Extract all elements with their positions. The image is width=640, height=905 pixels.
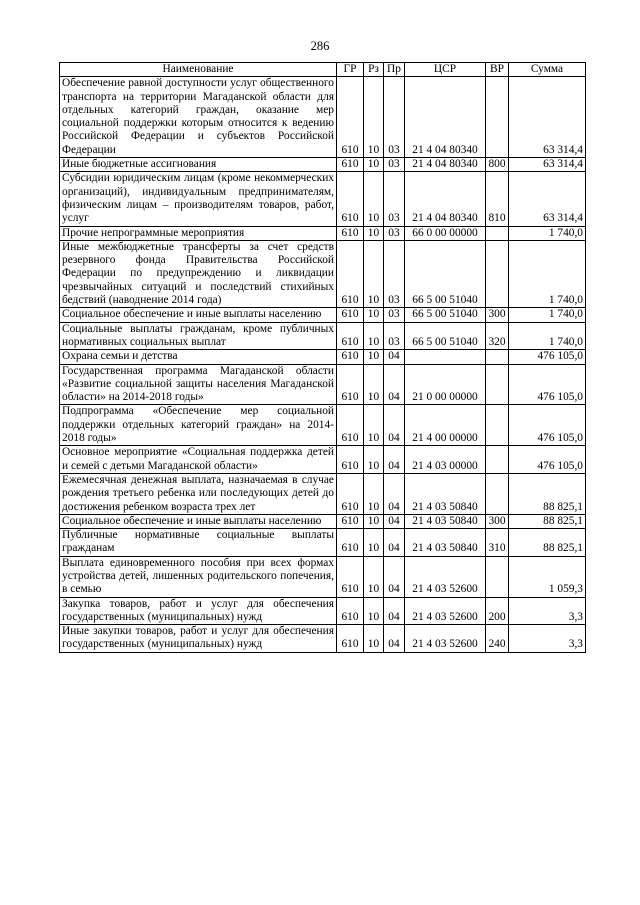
cell-rz: 10 — [364, 226, 384, 240]
cell-pr: 03 — [384, 172, 405, 226]
cell-pr: 04 — [384, 556, 405, 597]
cell-csr: 21 4 03 50840 — [405, 473, 486, 514]
cell-sum: 1 740,0 — [509, 226, 586, 240]
cell-gr: 610 — [337, 322, 364, 350]
cell-pr: 04 — [384, 364, 405, 405]
column-header-name: Наименование — [60, 63, 337, 77]
table-row — [60, 322, 586, 350]
cell-sum: 476 105,0 — [509, 405, 586, 446]
cell-rz: 10 — [364, 172, 384, 226]
cell-sum: 88 825,1 — [509, 514, 586, 528]
table-row — [60, 556, 586, 597]
cell-name: Выплата единовременного пособия при всех формах устройства детей, лишенных родительского попечения, в семью — [60, 556, 337, 597]
cell-pr: 04 — [384, 597, 405, 625]
table-row — [60, 172, 586, 226]
table-row — [60, 364, 586, 405]
cell-pr: 04 — [384, 529, 405, 557]
cell-pr: 04 — [384, 514, 405, 528]
cell-vr — [486, 405, 509, 446]
table-row — [60, 308, 586, 322]
cell-sum: 1 740,0 — [509, 240, 586, 307]
column-header-csr: ЦСР — [405, 63, 486, 77]
cell-gr: 610 — [337, 77, 364, 158]
cell-csr: 66 0 00 00000 — [405, 226, 486, 240]
cell-csr: 66 5 00 51040 — [405, 308, 486, 322]
cell-name: Охрана семьи и детства — [60, 350, 337, 364]
column-header-rz: Рз — [364, 63, 384, 77]
cell-name: Обеспечение равной доступности услуг общественного транспорта на территории Магаданской области для отдельных категорий граждан, оказание мер социальной поддержки которым относится к ведению Российской Федерации и субъектов Российской Федерации — [60, 77, 337, 158]
cell-vr — [486, 77, 509, 158]
table-row — [60, 240, 586, 307]
cell-name: Ежемесячная денежная выплата, назначаемая в случае рождения третьего ребенка или последующих детей до достижения ребенком возраста трех лет — [60, 473, 337, 514]
cell-vr: 240 — [486, 625, 509, 653]
cell-name: Прочие непрограммные мероприятия — [60, 226, 337, 240]
cell-vr: 320 — [486, 322, 509, 350]
cell-pr: 03 — [384, 240, 405, 307]
cell-sum: 3,3 — [509, 625, 586, 653]
cell-sum: 63 314,4 — [509, 158, 586, 172]
cell-name: Закупка товаров, работ и услуг для обеспечения государственных (муниципальных) нужд — [60, 597, 337, 625]
cell-vr — [486, 350, 509, 364]
cell-sum: 88 825,1 — [509, 529, 586, 557]
cell-rz: 10 — [364, 308, 384, 322]
table-row — [60, 77, 586, 158]
cell-rz: 10 — [364, 625, 384, 653]
cell-name: Социальное обеспечение и иные выплаты населению — [60, 308, 337, 322]
column-header-gr: ГР — [337, 63, 364, 77]
cell-pr: 04 — [384, 446, 405, 474]
table-row — [60, 514, 586, 528]
table-header-row — [60, 63, 586, 77]
cell-name: Социальные выплаты гражданам, кроме публичных нормативных социальных выплат — [60, 322, 337, 350]
column-header-vr: ВР — [486, 63, 509, 77]
cell-rz: 10 — [364, 446, 384, 474]
cell-sum: 63 314,4 — [509, 172, 586, 226]
cell-vr: 300 — [486, 308, 509, 322]
cell-gr: 610 — [337, 240, 364, 307]
cell-csr: 21 4 03 52600 — [405, 556, 486, 597]
table-row — [60, 226, 586, 240]
cell-gr: 610 — [337, 473, 364, 514]
cell-rz: 10 — [364, 77, 384, 158]
cell-vr: 200 — [486, 597, 509, 625]
cell-gr: 610 — [337, 446, 364, 474]
cell-rz: 10 — [364, 473, 384, 514]
cell-vr: 300 — [486, 514, 509, 528]
cell-pr: 03 — [384, 322, 405, 350]
cell-csr: 21 4 04 80340 — [405, 158, 486, 172]
cell-vr — [486, 240, 509, 307]
cell-sum: 476 105,0 — [509, 350, 586, 364]
cell-pr: 04 — [384, 625, 405, 653]
cell-pr: 03 — [384, 77, 405, 158]
cell-vr — [486, 226, 509, 240]
cell-name: Основное мероприятие «Социальная поддержка детей и семей с детьми Магаданской области» — [60, 446, 337, 474]
cell-pr: 03 — [384, 158, 405, 172]
cell-name: Иные межбюджетные трансферты за счет средств резервного фонда Правительства Российской Федерации по предупреждению и ликвидации чрезвычайных ситуаций и последствий стихийных бедствий (наводнение 2014 года) — [60, 240, 337, 307]
table-row — [60, 405, 586, 446]
table-row — [60, 446, 586, 474]
cell-rz: 10 — [364, 158, 384, 172]
cell-name: Иные закупки товаров, работ и услуг для обеспечения государственных (муниципальных) нужд — [60, 625, 337, 653]
cell-gr: 610 — [337, 597, 364, 625]
cell-name: Государственная программа Магаданской области «Развитие социальной защиты населения Магаданской области» на 2014-2018 годы» — [60, 364, 337, 405]
page-number: 286 — [310, 39, 330, 53]
cell-name: Подпрограмма «Обеспечение мер социальной поддержки отдельных категорий граждан» на 2014-2018 годы» — [60, 405, 337, 446]
cell-csr: 21 4 03 00000 — [405, 446, 486, 474]
cell-csr: 21 4 00 00000 — [405, 405, 486, 446]
cell-sum: 3,3 — [509, 597, 586, 625]
cell-gr: 610 — [337, 529, 364, 557]
cell-pr: 04 — [384, 405, 405, 446]
cell-csr: 21 4 03 50840 — [405, 514, 486, 528]
cell-pr: 04 — [384, 350, 405, 364]
cell-sum: 1 740,0 — [509, 308, 586, 322]
cell-pr: 03 — [384, 226, 405, 240]
cell-csr: 21 4 03 50840 — [405, 529, 486, 557]
cell-gr: 610 — [337, 350, 364, 364]
column-header-sum: Сумма — [509, 63, 586, 77]
cell-vr — [486, 473, 509, 514]
cell-csr: 21 4 03 52600 — [405, 597, 486, 625]
cell-rz: 10 — [364, 322, 384, 350]
cell-gr: 610 — [337, 308, 364, 322]
cell-rz: 10 — [364, 240, 384, 307]
cell-csr: 66 5 00 51040 — [405, 240, 486, 307]
cell-name: Субсидии юридическим лицам (кроме некоммерческих организаций), индивидуальным предпринимателям, физическим лицам – производителям товаров, работ, услуг — [60, 172, 337, 226]
cell-csr: 66 5 00 51040 — [405, 322, 486, 350]
cell-sum: 63 314,4 — [509, 77, 586, 158]
cell-name: Социальное обеспечение и иные выплаты населению — [60, 514, 337, 528]
cell-gr: 610 — [337, 172, 364, 226]
cell-rz: 10 — [364, 597, 384, 625]
column-header-pr: Пр — [384, 63, 405, 77]
table-body — [60, 77, 586, 652]
cell-vr — [486, 556, 509, 597]
cell-vr — [486, 446, 509, 474]
cell-csr: 21 4 04 80340 — [405, 172, 486, 226]
cell-pr: 03 — [384, 308, 405, 322]
cell-gr: 610 — [337, 625, 364, 653]
cell-gr: 610 — [337, 405, 364, 446]
table-row — [60, 350, 586, 364]
cell-sum: 1 740,0 — [509, 322, 586, 350]
cell-rz: 10 — [364, 514, 384, 528]
cell-name: Публичные нормативные социальные выплаты гражданам — [60, 529, 337, 557]
table-row — [60, 473, 586, 514]
table-row — [60, 625, 586, 653]
cell-pr: 04 — [384, 473, 405, 514]
table-row — [60, 529, 586, 557]
cell-csr — [405, 350, 486, 364]
cell-vr: 310 — [486, 529, 509, 557]
cell-csr: 21 0 00 00000 — [405, 364, 486, 405]
cell-vr: 800 — [486, 158, 509, 172]
table-row — [60, 158, 586, 172]
cell-rz: 10 — [364, 556, 384, 597]
cell-sum: 88 825,1 — [509, 473, 586, 514]
cell-gr: 610 — [337, 556, 364, 597]
cell-rz: 10 — [364, 350, 384, 364]
cell-rz: 10 — [364, 529, 384, 557]
cell-gr: 610 — [337, 226, 364, 240]
cell-rz: 10 — [364, 364, 384, 405]
cell-vr — [486, 364, 509, 405]
cell-sum: 1 059,3 — [509, 556, 586, 597]
cell-csr: 21 4 04 80340 — [405, 77, 486, 158]
cell-gr: 610 — [337, 158, 364, 172]
budget-table — [59, 62, 586, 653]
cell-gr: 610 — [337, 364, 364, 405]
cell-rz: 10 — [364, 405, 384, 446]
cell-csr: 21 4 03 52600 — [405, 625, 486, 653]
cell-sum: 476 105,0 — [509, 364, 586, 405]
cell-sum: 476 105,0 — [509, 446, 586, 474]
cell-name: Иные бюджетные ассигнования — [60, 158, 337, 172]
table-row — [60, 597, 586, 625]
cell-vr: 810 — [486, 172, 509, 226]
cell-gr: 610 — [337, 514, 364, 528]
